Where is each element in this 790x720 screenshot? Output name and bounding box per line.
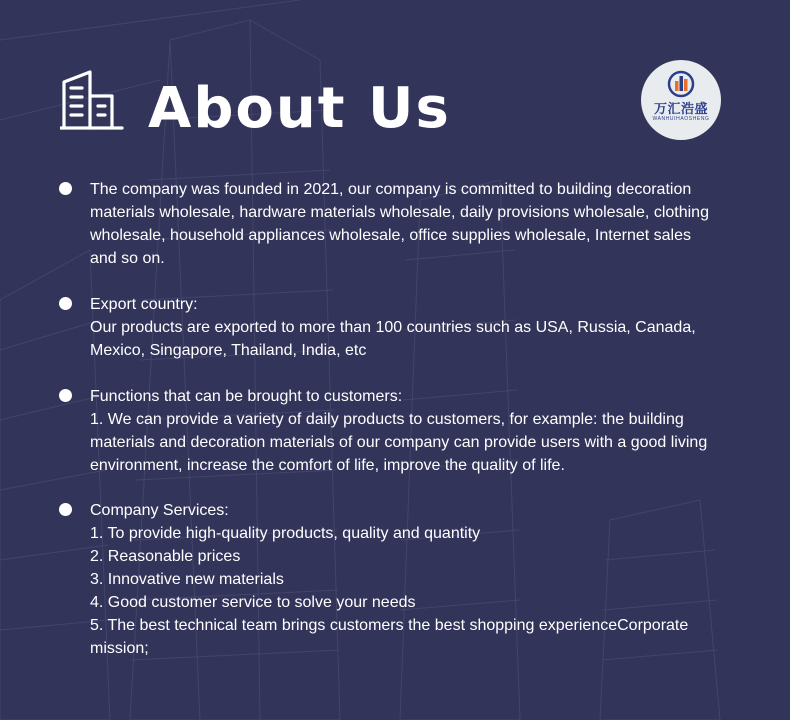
logo-english-name: WANHUIHAOSHENG bbox=[652, 116, 710, 122]
text-line: environment, increase the comfort of life, improve the quality of life. bbox=[90, 457, 565, 474]
text-line: 1. We can provide a variety of daily products to customers, for example: the building bbox=[90, 411, 684, 428]
text-line: Our products are exported to more than 100 countries such as USA, Russia, Canada, bbox=[90, 319, 696, 336]
text-line: The company was founded in 2021, our company is committed to building decoration bbox=[90, 181, 692, 198]
text-line: materials wholesale, hardware materials wholesale, daily provisions wholesale, clothing bbox=[90, 204, 709, 221]
logo-chinese-name: 万汇浩盛 bbox=[653, 102, 708, 117]
text-line: materials and decoration materials of our company can provide users with a good living bbox=[90, 434, 708, 451]
list-item: 2. Reasonable prices bbox=[90, 548, 241, 565]
list-item: 5. The best technical team brings customers the best shopping experienceCorporate bbox=[90, 617, 689, 634]
list-item: 4. Good customer service to solve your needs bbox=[90, 594, 416, 611]
section-export-country bbox=[90, 293, 740, 362]
text-line: and so on. bbox=[90, 250, 165, 267]
page-title: About Us bbox=[148, 76, 451, 141]
building-icon bbox=[60, 68, 124, 132]
text-line: wholesale, household appliances wholesale, office supplies wholesale, Internet sales bbox=[90, 227, 691, 244]
section-heading: Company Services: bbox=[90, 502, 229, 519]
bullet-dot bbox=[59, 389, 72, 402]
bullet-dot bbox=[59, 297, 72, 310]
list-item: mission; bbox=[90, 640, 149, 657]
section-company-services bbox=[90, 499, 740, 660]
section-heading: Functions that can be brought to customers: bbox=[90, 388, 403, 405]
section-customer-functions bbox=[90, 385, 740, 477]
list-item: 3. Innovative new materials bbox=[90, 571, 284, 588]
bullet-dot bbox=[59, 503, 72, 516]
company-logo bbox=[641, 60, 721, 140]
section-company-intro bbox=[90, 178, 740, 270]
text-line: Mexico, Singapore, Thailand, India, etc bbox=[90, 342, 367, 359]
logo-building-icon bbox=[667, 70, 695, 98]
list-item: 1. To provide high-quality products, quality and quantity bbox=[90, 525, 481, 542]
section-heading: Export country: bbox=[90, 296, 198, 313]
bullet-dot bbox=[59, 182, 72, 195]
